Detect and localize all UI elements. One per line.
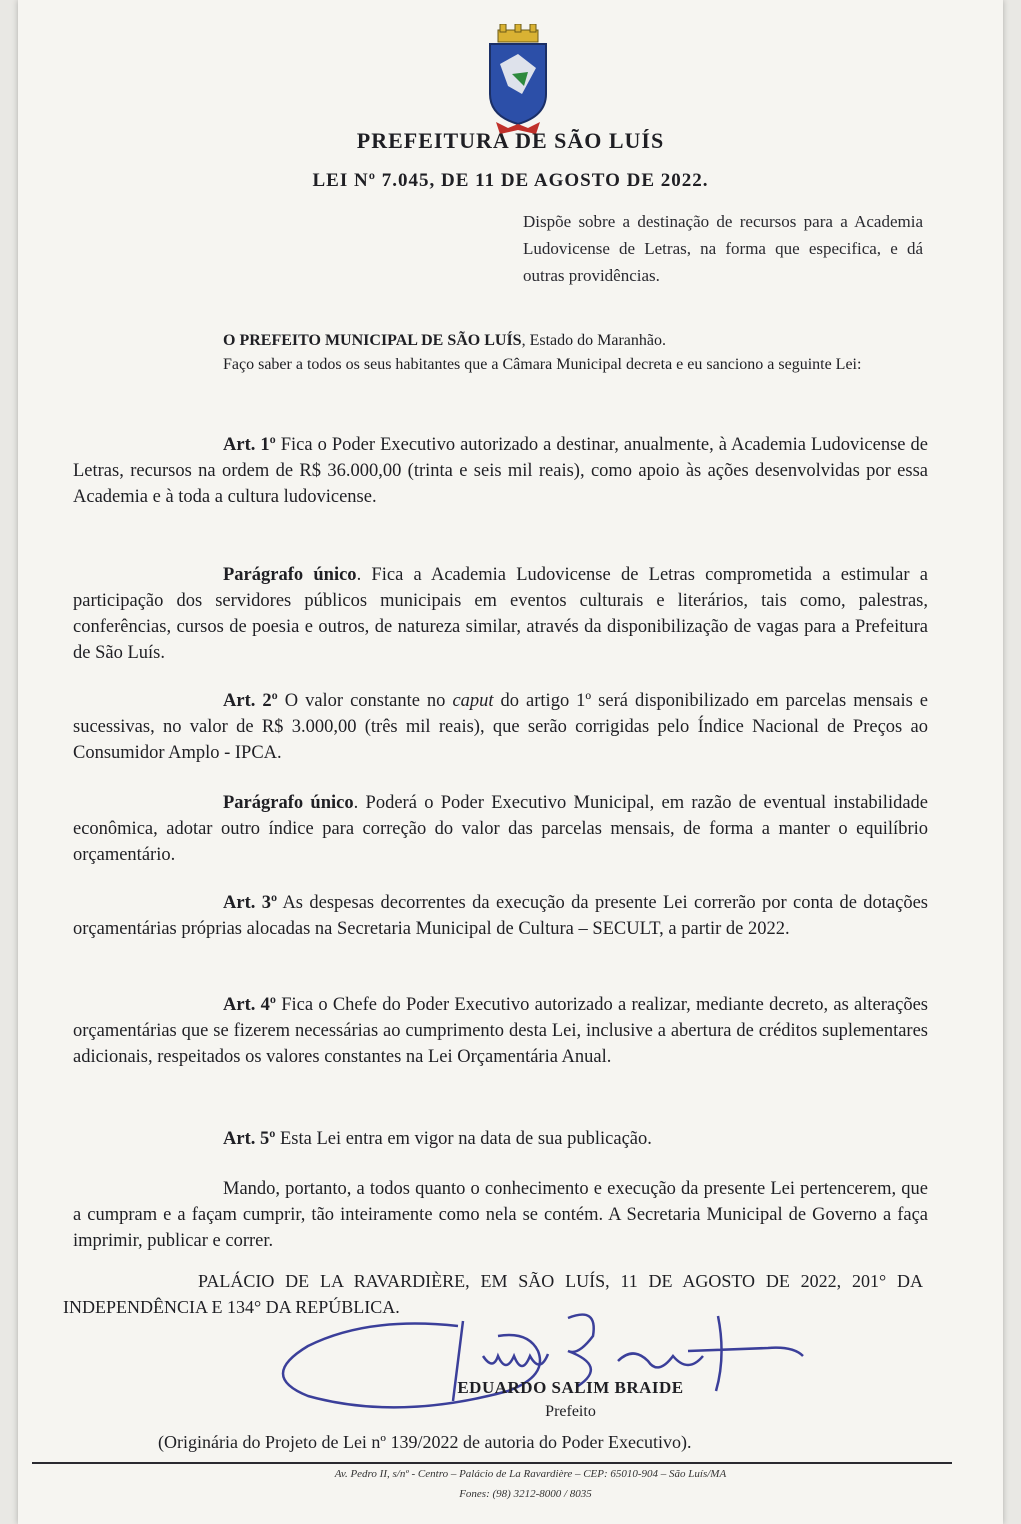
paragraph-2-label: Parágrafo único [223,793,354,813]
law-number: LEI Nº 7.045, DE 11 DE AGOSTO DE 2022. [312,170,709,191]
article-2-paragraph [73,790,928,868]
preamble-mayor [73,328,928,354]
paragraph-1-label: Parágrafo único [223,565,357,585]
article-2-text-b: do artigo 1º será disponibilizado em parcelas mensais e sucessivas, no valor de R$ 3.000,00 (três mil reais), que serão corrigidas pelo Índice Nacional de Preços ao Consumidor Amplo - IPCA. [73,691,928,763]
article-2 [73,688,928,766]
preamble-mayor-bold: O PREFEITO MUNICIPAL DE SÃO LUÍS [223,332,522,349]
paragraph-2-text: . Poderá o Poder Executivo Municipal, em razão de eventual instabilidade econômica, adotar outro índice para correção do valor das parcelas mensais, de forma a manter o equilíbrio orçamentário. [73,793,929,865]
article-3-text: As despesas decorrentes da execução da presente Lei correrão por conta de dotações orçamentárias próprias alocadas na Secretaria Municipal de Cultura – SECULT, a partir de 2022. [73,893,929,939]
article-2-caput: caput [452,691,494,711]
article-3 [73,890,928,942]
document-page [18,0,1003,1524]
article-4 [73,992,928,1070]
article-4-text: Fica o Chefe do Poder Executivo autorizado a realizar, mediante decreto, as alterações orçamentárias que se fizerem necessárias ao cumprimento desta Lei, inclusive a abertura de créditos suplementares adicionais, respeitados os valores constantes na Lei Orçamentária Anual. [73,995,928,1067]
footer-divider [32,1462,952,1464]
article-4-label: Art. 4º [223,995,276,1015]
prefeitura-title: PREFEITURA DE SÃO LUÍS [356,128,665,153]
article-1 [73,432,928,510]
preamble-mayor-rest: , Estado do Maranhão. [521,332,666,349]
article-1-paragraph [73,562,928,666]
law-origin-note: (Originária do Projeto de Lei nº 139/2022 de autoria do Poder Executivo). [158,1432,692,1452]
article-2-label: Art. 2º [223,691,278,711]
footer-address: Av. Pedro II, s/nº - Centro – Palácio de La Ravardière – CEP: 65010-904 – São Luís/MA [334,1468,727,1480]
article-2-text-a: O valor constante no [277,691,453,711]
footer-phones: Fones: (98) 3212-8000 / 8035 [459,1488,592,1500]
article-5-text: Esta Lei entra em vigor na data de sua publicação. [275,1129,652,1149]
article-5-label: Art. 5º [223,1129,276,1149]
preamble-intro: Faço saber a todos os seus habitantes que a Câmara Municipal decreta e eu sanciono a seguinte Lei: [223,356,862,373]
article-1-label: Art. 1º [223,435,276,455]
closing-palacio: PALÁCIO DE LA RAVARDIÈRE, EM SÃO LUÍS, 11 DE AGOSTO DE 2022, 201° DA INDEPENDÊNCIA E 134° DA REPÚBLICA. [63,1271,923,1317]
article-5 [73,1126,928,1152]
article-1-text: Fica o Poder Executivo autorizado a destinar, anualmente, à Academia Ludovicense de Letras, recursos na ordem de R$ 36.000,00 (trinta e seis mil reais), como apoio às ações desenvolvidas por essa Academia e à toda a cultura ludovicense. [73,435,928,507]
signer-name: EDUARDO SALIM BRAIDE [457,1378,684,1397]
signer-title: Prefeito [545,1403,596,1420]
coat-of-arms-icon [478,24,558,136]
article-3-label: Art. 3º [223,893,278,913]
closing-mando: Mando, portanto, a todos quanto o conhecimento e execução da presente Lei pertencerem, que a cumpram e a façam cumprir, tão inteiramente como nela se contém. A Secretaria Municipal de Governo a faça imprimir, publicar e correr. [73,1179,928,1251]
paragraph-1-text: . Fica a Academia Ludovicense de Letras comprometida a estimular a participação dos servidores públicos municipais em eventos culturais e literários, tais como, palestras, conferências, cursos de poesia e outros, de natureza similar, através da disponibilização de vagas para a Prefeitura de São Luís. [73,565,928,663]
ementa-text: Dispõe sobre a destinação de recursos para a Academia Ludovicense de Letras, na forma que especifica, e dá outras providências. [523,212,923,285]
